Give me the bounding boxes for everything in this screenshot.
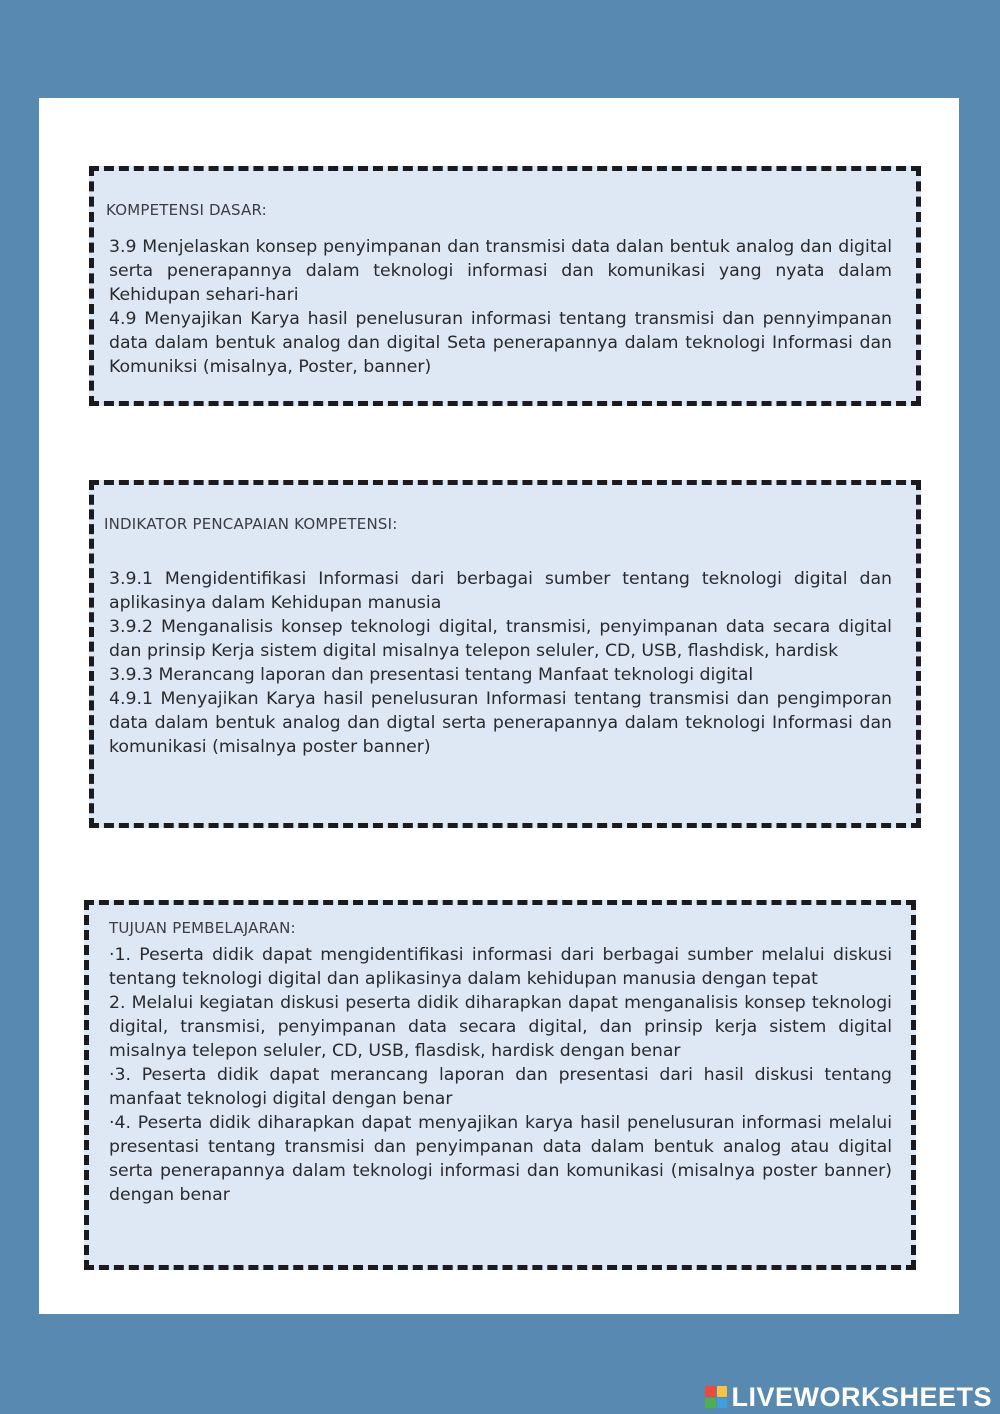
competency-text — [109, 235, 892, 379]
indicators-heading: INDIKATOR PENCAPAIAN KOMPETENSI: — [104, 515, 398, 533]
competency-item: 4.9 Menyajikan Karya hasil penelusuran informasi tentang transmisi dan pennyimpanan data dalam bentuk analog dan digital Seta penerapannya dalam teknologi Informasi dan Komuniksi (misalnya, Poster, banner) — [109, 309, 892, 377]
objective-item: ·3. Peserta didik dapat merancang laporan dan presentasi dari hasil diskusi tentang manfaat teknologi digital dengan benar — [109, 1065, 892, 1109]
objective-item: ·1. Peserta didik dapat mengidentifikasi informasi dari berbagai sumber melalui diskusi tentang teknologi digital dan aplikasinya dalam kehidupan manusia dengan tepat — [109, 945, 892, 989]
competency-item: 3.9 Menjelaskan konsep penyimpanan dan transmisi data dalan bentuk analog dan digital serta penerapannya dalam teknologi informasi dan komunikasi yang nyata dalam Kehidupan sehari-hari — [109, 237, 892, 305]
objectives-heading: TUJUAN PEMBELAJARAN: — [109, 919, 296, 937]
liveworksheets-branding[interactable] — [705, 1382, 992, 1412]
indicator-item: 3.9.1 Mengidentifikasi Informasi dari berbagai sumber tentang teknologi digital dan aplikasinya dalam Kehidupan manusia — [109, 569, 892, 613]
objective-item: ·4. Peserta didik diharapkan dapat menyajikan karya hasil penelusuran informasi melalui presentasi tentang transmisi dan penyimpanan data dalam bentuk analog atau digital serta penerapannya dalam teknologi informasi dan komunikasi (misalnya poster banner) dengan benar — [109, 1113, 892, 1205]
indicator-item: 3.9.3 Merancang laporan dan presentasi tentang Manfaat teknologi digital — [109, 665, 754, 685]
indicators-text — [109, 567, 892, 759]
liveworksheets-logo-icon — [705, 1386, 727, 1408]
objectives-box — [84, 900, 916, 1270]
brand-name: LIVEWORKSHEETS — [731, 1381, 992, 1412]
indicators-box — [89, 480, 921, 828]
competency-box — [89, 166, 921, 406]
indicator-item: 4.9.1 Menyajikan Karya hasil penelusuran Informasi tentang transmisi dan pengimporan data dalam bentuk analog dan digtal serta penerapannya dalam teknologi Informasi dan komunikasi (misalnya poster banner) — [109, 689, 892, 757]
objective-item: 2. Melalui kegiatan diskusi peserta didik diharapkan dapat menganalisis konsep teknologi digital, transmisi, penyimpanan data secara digital, dan prinsip kerja sistem digital misalnya telepon seluler, CD, USB, flasdisk, hardisk dengan benar — [109, 993, 892, 1061]
competency-heading: KOMPETENSI DASAR: — [106, 201, 267, 219]
objectives-text — [109, 943, 892, 1207]
indicator-item: 3.9.2 Menganalisis konsep teknologi digital, transmisi, penyimpanan data secara digital dan prinsip Kerja sistem digital misalnya telepon seluler, CD, USB, flashdisk, hardisk — [109, 617, 892, 661]
